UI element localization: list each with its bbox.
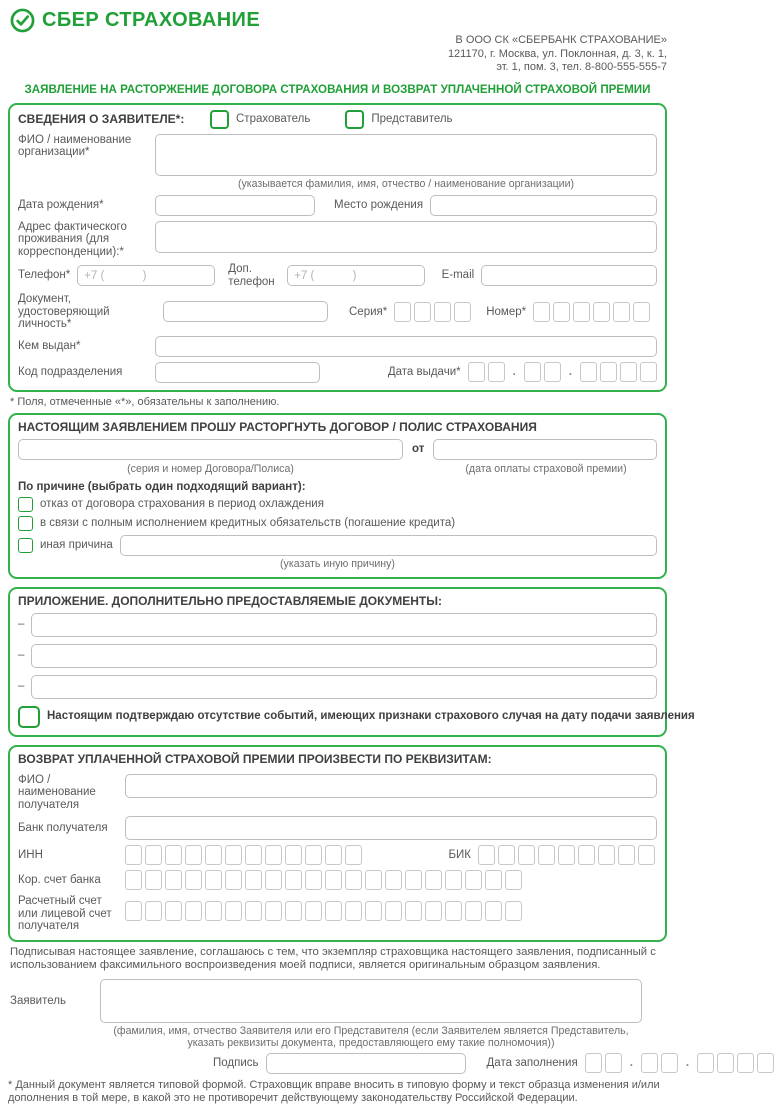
no-insured-events-checkbox[interactable] [18,706,40,728]
digit-cell[interactable] [485,901,502,921]
other-reason-caption: (указать иную причину) [280,557,395,570]
digit-cell[interactable] [245,845,262,865]
digit-cell[interactable] [620,362,637,382]
digit-cell[interactable] [465,901,482,921]
digit-cell[interactable] [638,845,655,865]
no-insured-events-label: Настоящим подтверждаю отсутствие событий, имеющих признаки страхового случая на дату подачи заявления [47,710,695,723]
number-label: Номер* [486,305,527,318]
issue-date-label: Дата выдачи* [387,365,461,378]
fio-label: ФИО / наименование организации* [18,133,132,158]
digit-cell[interactable] [245,901,262,921]
other-reason-input[interactable] [120,535,657,556]
logo [8,5,667,33]
digit-cell[interactable] [205,870,222,890]
premium-date-caption: (дата оплаты страховой премии) [465,462,627,475]
form-title: ЗАЯВЛЕНИЕ НА РАСТОРЖЕНИЕ ДОГОВОРА СТРАХОВАНИЯ И ВОЗВРАТ УПЛАЧЕННОЙ СТРАХОВОЙ ПРЕМИИ [24,82,651,96]
add-phone-label: Доп. телефон [228,263,275,288]
issue-date-year-cells [580,362,657,382]
required-fields-note: * Поля, отмеченные «*», обязательны к заполнению. [10,395,280,408]
digit-cell[interactable] [325,901,342,921]
fill-date-label: Дата заполнения [486,1056,578,1069]
address-label: Адрес фактического проживания (для корреспонденции):* [18,220,127,258]
section-refund-details [8,745,667,942]
insured-label: Страхователь [236,112,311,125]
digit-cell[interactable] [641,1053,658,1073]
representative-checkbox[interactable] [345,110,364,129]
digit-cell[interactable] [524,362,541,382]
section-attachments [8,587,695,737]
digit-cell[interactable] [305,845,322,865]
digit-cell[interactable] [445,870,462,890]
digit-cell[interactable] [553,302,570,322]
premium-date-input[interactable] [433,439,657,460]
digit-cell[interactable] [640,362,657,382]
digit-cell[interactable] [145,845,162,865]
digit-cell[interactable] [185,870,202,890]
company-line: В ООО СК «СБЕРБАНК СТРАХОВАНИЕ» [455,34,667,46]
phone-input[interactable] [77,265,215,286]
fio-input[interactable] [155,134,657,176]
policy-number-input[interactable] [18,439,403,460]
series-cells [394,302,471,322]
signature-label: Подпись [213,1056,259,1069]
digit-cell[interactable] [345,845,362,865]
typical-form-footnote: * Данный документ является типовой формой. Страховщик вправе вносить в типовую форму и текст образца изменения и/или дополнения в той мере, в какой это не противоречит действующему законодательству Российской Федерации. [8,1078,660,1104]
role-insured-option[interactable] [210,110,310,129]
birth-date-input[interactable] [155,195,315,216]
digit-cell[interactable] [757,1053,774,1073]
refund-heading: ВОЗВРАТ УПЛАЧЕННОЙ СТРАХОВОЙ ПРЕМИИ ПРОИЗВЕСТИ ПО РЕКВИЗИТАМ: [18,751,492,766]
policy-caption: (серия и номер Договора/Полиса) [127,462,294,475]
digit-cell[interactable] [385,901,402,921]
digit-cell[interactable] [385,870,402,890]
digit-cell[interactable] [478,845,495,865]
digit-cell[interactable] [285,870,302,890]
digit-cell[interactable] [165,845,182,865]
digit-cell[interactable] [165,901,182,921]
termination-heading: НАСТОЯЩИМ ЗАЯВЛЕНИЕМ ПРОШУ РАСТОРГНУТЬ ДОГОВОР / ПОЛИС СТРАХОВАНИЯ [18,419,537,434]
digit-cell[interactable] [125,845,142,865]
id-doc-label: Документ, удостоверяющий личность* [18,293,110,330]
digit-cell[interactable] [605,1053,622,1073]
digit-cell[interactable] [305,901,322,921]
phone-label: Телефон* [18,269,71,282]
digit-cell[interactable] [365,901,382,921]
signature-input[interactable] [266,1053,466,1074]
digit-cell[interactable] [285,901,302,921]
section-termination-request [8,413,667,579]
digit-cell[interactable] [697,1053,714,1073]
digit-cell[interactable] [414,302,431,322]
digit-cell[interactable] [737,1053,754,1073]
number-cells [533,302,650,322]
applicant-signature-name-input[interactable] [100,979,642,1023]
email-label: E-mail [441,269,475,282]
settlement-account-label: Расчетный счет или лицевой счет получателя [18,895,112,932]
add-phone-input[interactable] [287,265,425,286]
fio-caption: (указывается фамилия, имя, отчество / наименование организации) [237,177,575,190]
digit-cell[interactable] [145,870,162,890]
digit-cell[interactable] [185,901,202,921]
fill-date-year-cells [697,1053,774,1073]
inn-cells [125,845,362,865]
digit-cell[interactable] [245,870,262,890]
digit-cell[interactable] [225,870,242,890]
birth-date-label: Дата рождения* [18,198,104,211]
digit-cell[interactable] [305,870,322,890]
document-dash: – [18,680,25,693]
facsimile-agreement-text: Подписывая настоящее заявление, соглашаюсь с тем, что экземпляр страховщика настоящего заявления, подписанный с использованием факсимильного воспроизведения моей подписи, является оригинальным образцом заявления. [10,945,656,971]
from-label: от [412,443,425,455]
recipient-name-label: ФИО / наименование получателя [18,773,96,811]
digit-cell[interactable] [125,901,142,921]
fill-date-day-cells [585,1053,622,1073]
digit-cell[interactable] [573,302,590,322]
digit-cell[interactable] [717,1053,734,1073]
reason-cooling-period-checkbox[interactable] [18,497,33,512]
reason-other-label: иная причина [40,538,113,551]
role-representative-option[interactable] [345,110,452,129]
digit-cell[interactable] [468,362,485,382]
digit-cell[interactable] [345,901,362,921]
fill-date-month-cells [641,1053,678,1073]
digit-cell[interactable] [533,302,550,322]
representative-label: Представитель [371,112,453,125]
digit-cell[interactable] [538,845,555,865]
digit-cell[interactable] [145,901,162,921]
digit-cell[interactable] [185,845,202,865]
digit-cell[interactable] [285,845,302,865]
digit-cell[interactable] [225,845,242,865]
reason-heading: По причине (выбрать один подходящий вариант): [18,480,306,493]
digit-cell[interactable] [488,362,505,382]
date-separator: . [512,366,516,378]
attachment-document-input-3[interactable] [31,675,657,699]
digit-cell[interactable] [345,870,362,890]
bik-cells [478,845,655,865]
digit-cell[interactable] [593,302,610,322]
insured-checkbox[interactable] [210,110,229,129]
company-line: 121170, г. Москва, ул. Поклонная, д. 3, к. 1, [447,47,667,60]
digit-cell[interactable] [544,362,561,382]
company-line: эт. 1, пом. 3, тел. 8-800-555-555-7 [496,61,667,73]
digit-cell[interactable] [394,302,411,322]
digit-cell[interactable] [580,362,597,382]
section-applicant-info [8,103,667,392]
digit-cell[interactable] [405,870,422,890]
digit-cell[interactable] [434,302,451,322]
digit-cell[interactable] [498,845,515,865]
applicant-heading: СВЕДЕНИЯ О ЗАЯВИТЕЛЕ*: [18,112,185,126]
birth-place-input[interactable] [430,195,657,216]
recipient-name-input[interactable] [125,774,657,798]
digit-cell[interactable] [598,845,615,865]
digit-cell[interactable] [578,845,595,865]
address-input[interactable] [155,221,657,253]
digit-cell[interactable] [505,901,522,921]
reason-other-checkbox[interactable] [18,538,33,553]
birth-place-label: Место рождения [334,198,424,211]
digit-cell[interactable] [265,845,282,865]
digit-cell[interactable] [518,845,535,865]
digit-cell[interactable] [465,870,482,890]
digit-cell[interactable] [613,302,630,322]
digit-cell[interactable] [365,870,382,890]
digit-cell[interactable] [405,901,422,921]
applicant-caption: (фамилия, имя, отчество Заявителя или его Представителя (если Заявителем является Представитель, указать реквизиты документа, предоставляющего ему такие полномочия)) [113,1024,629,1049]
digit-cell[interactable] [558,845,575,865]
reason-credit-repaid-label: в связи с полным исполнением кредитных обязательств (погашение кредита) [40,516,456,529]
date-separator: . [568,366,572,378]
issued-by-input[interactable] [155,336,657,357]
digit-cell[interactable] [600,362,617,382]
attachments-heading: ПРИЛОЖЕНИЕ. ДОПОЛНИТЕЛЬНО ПРЕДОСТАВЛЯЕМЫЕ ДОКУМЕНТЫ: [18,593,442,608]
digit-cell[interactable] [125,870,142,890]
issue-date-day-cells [468,362,505,382]
digit-cell[interactable] [445,901,462,921]
applicant-label: Заявитель [10,994,66,1007]
digit-cell[interactable] [225,901,242,921]
digit-cell[interactable] [454,302,471,322]
issue-date-month-cells [524,362,561,382]
corr-account-label: Кор. счет банка [18,873,101,886]
digit-cell[interactable] [585,1053,602,1073]
issued-by-label: Кем выдан* [18,339,81,352]
date-separator: . [685,1057,690,1069]
digit-cell[interactable] [425,901,442,921]
unit-code-input[interactable] [155,362,320,383]
digit-cell[interactable] [325,845,342,865]
attachment-document-input-1[interactable] [31,613,657,637]
digit-cell[interactable] [325,870,342,890]
reason-cooling-period-label: отказ от договора страхования в период охлаждения [40,497,324,510]
corr-account-cells [125,870,522,890]
settlement-account-cells [125,901,522,921]
digit-cell[interactable] [205,845,222,865]
digit-cell[interactable] [265,870,282,890]
digit-cell[interactable] [165,870,182,890]
sber-check-icon [10,8,35,33]
digit-cell[interactable] [505,870,522,890]
digit-cell[interactable] [633,302,650,322]
digit-cell[interactable] [205,901,222,921]
id-doc-input[interactable] [163,301,328,322]
bik-label: БИК [448,848,471,861]
attachment-document-input-2[interactable] [31,644,657,668]
digit-cell[interactable] [485,870,502,890]
reason-credit-repaid-checkbox[interactable] [18,516,33,531]
logo-text: СБЕР СТРАХОВАНИЕ [42,9,261,31]
date-separator: . [629,1057,633,1069]
series-label: Серия* [349,305,388,318]
company-address [8,34,667,75]
inn-label: ИНН [18,848,43,861]
document-dash: – [18,649,25,662]
digit-cell[interactable] [265,901,282,921]
document-dash: – [18,618,25,631]
digit-cell[interactable] [618,845,635,865]
digit-cell[interactable] [661,1053,678,1073]
recipient-bank-label: Банк получателя [18,821,108,834]
recipient-bank-input[interactable] [125,816,657,840]
unit-code-label: Код подразделения [18,365,123,378]
digit-cell[interactable] [425,870,442,890]
email-input[interactable] [481,265,657,286]
